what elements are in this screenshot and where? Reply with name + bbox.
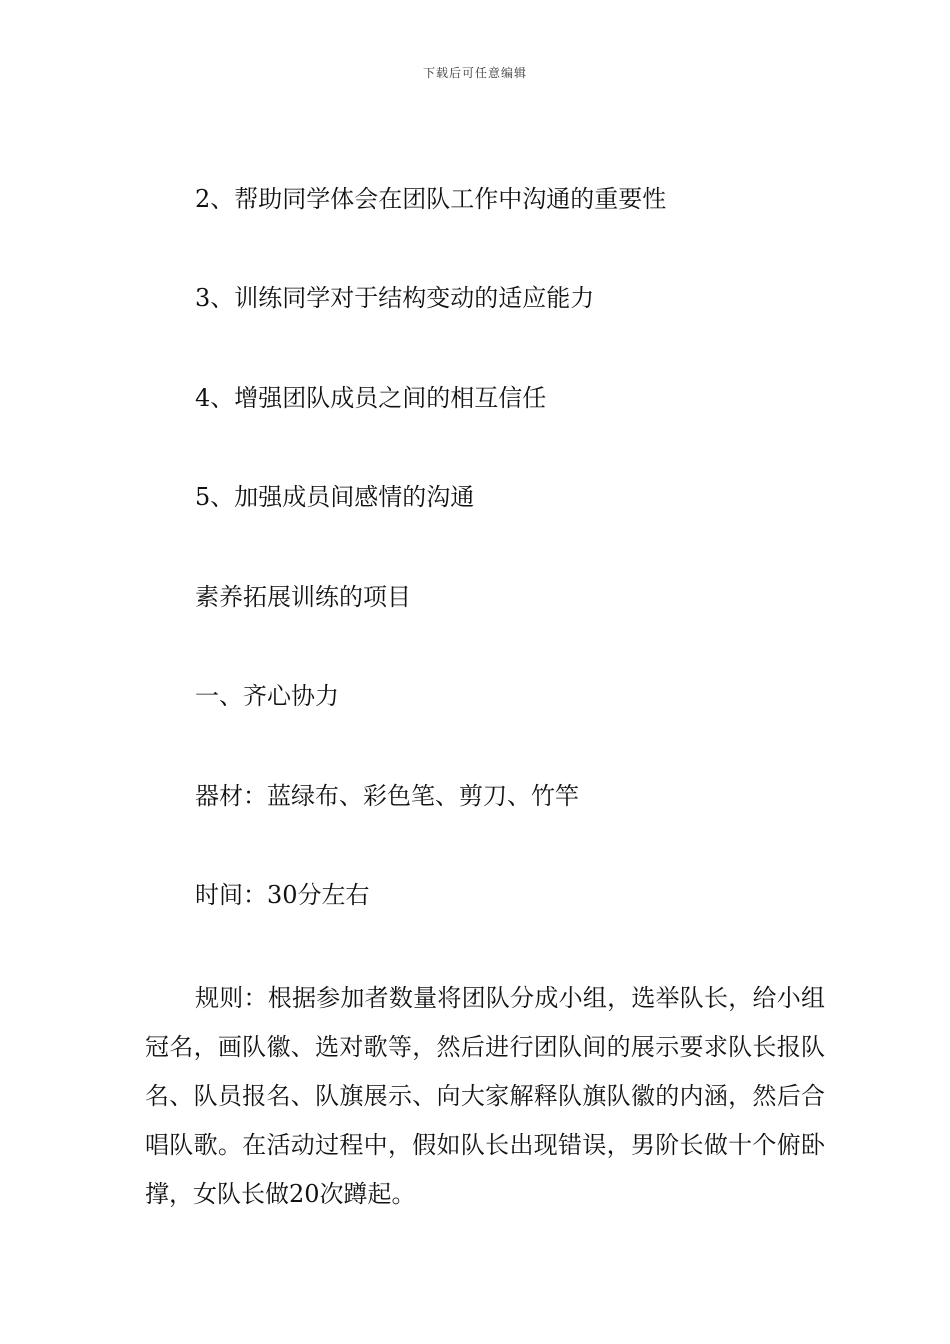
time-line: 时间：30分左右	[195, 881, 370, 909]
activity-title: 一、齐心协力	[195, 682, 339, 710]
goal-item-2: 2、帮助同学体会在团队工作中沟通的重要性	[195, 185, 667, 213]
page-header: 下载后可任意编辑	[422, 66, 527, 80]
goal-item-4: 4、增强团队成员之间的相互信任	[195, 384, 547, 412]
rules-paragraph: 规则：根据参加者数量将团队分成小组，选举队长，给小组冠名，画队徽、选对歌等，然后进行团队间的展示要求队长报队名、队员报名、队旗展示、向大家解释队旗队徽的内涵，然后合唱队歌。在活动过程中，假如队长出现错误，男阶长做十个俯卧撑，女队长做20次蹲起。	[145, 984, 825, 1208]
section-heading: 素养拓展训练的项目	[195, 583, 411, 611]
goal-item-5: 5、加强成员间感情的沟通	[195, 483, 475, 511]
materials-line: 器材：蓝绿布、彩色笔、剪刀、竹竿	[195, 782, 579, 810]
goal-item-3: 3、训练同学对于结构变动的适应能力	[195, 284, 595, 312]
